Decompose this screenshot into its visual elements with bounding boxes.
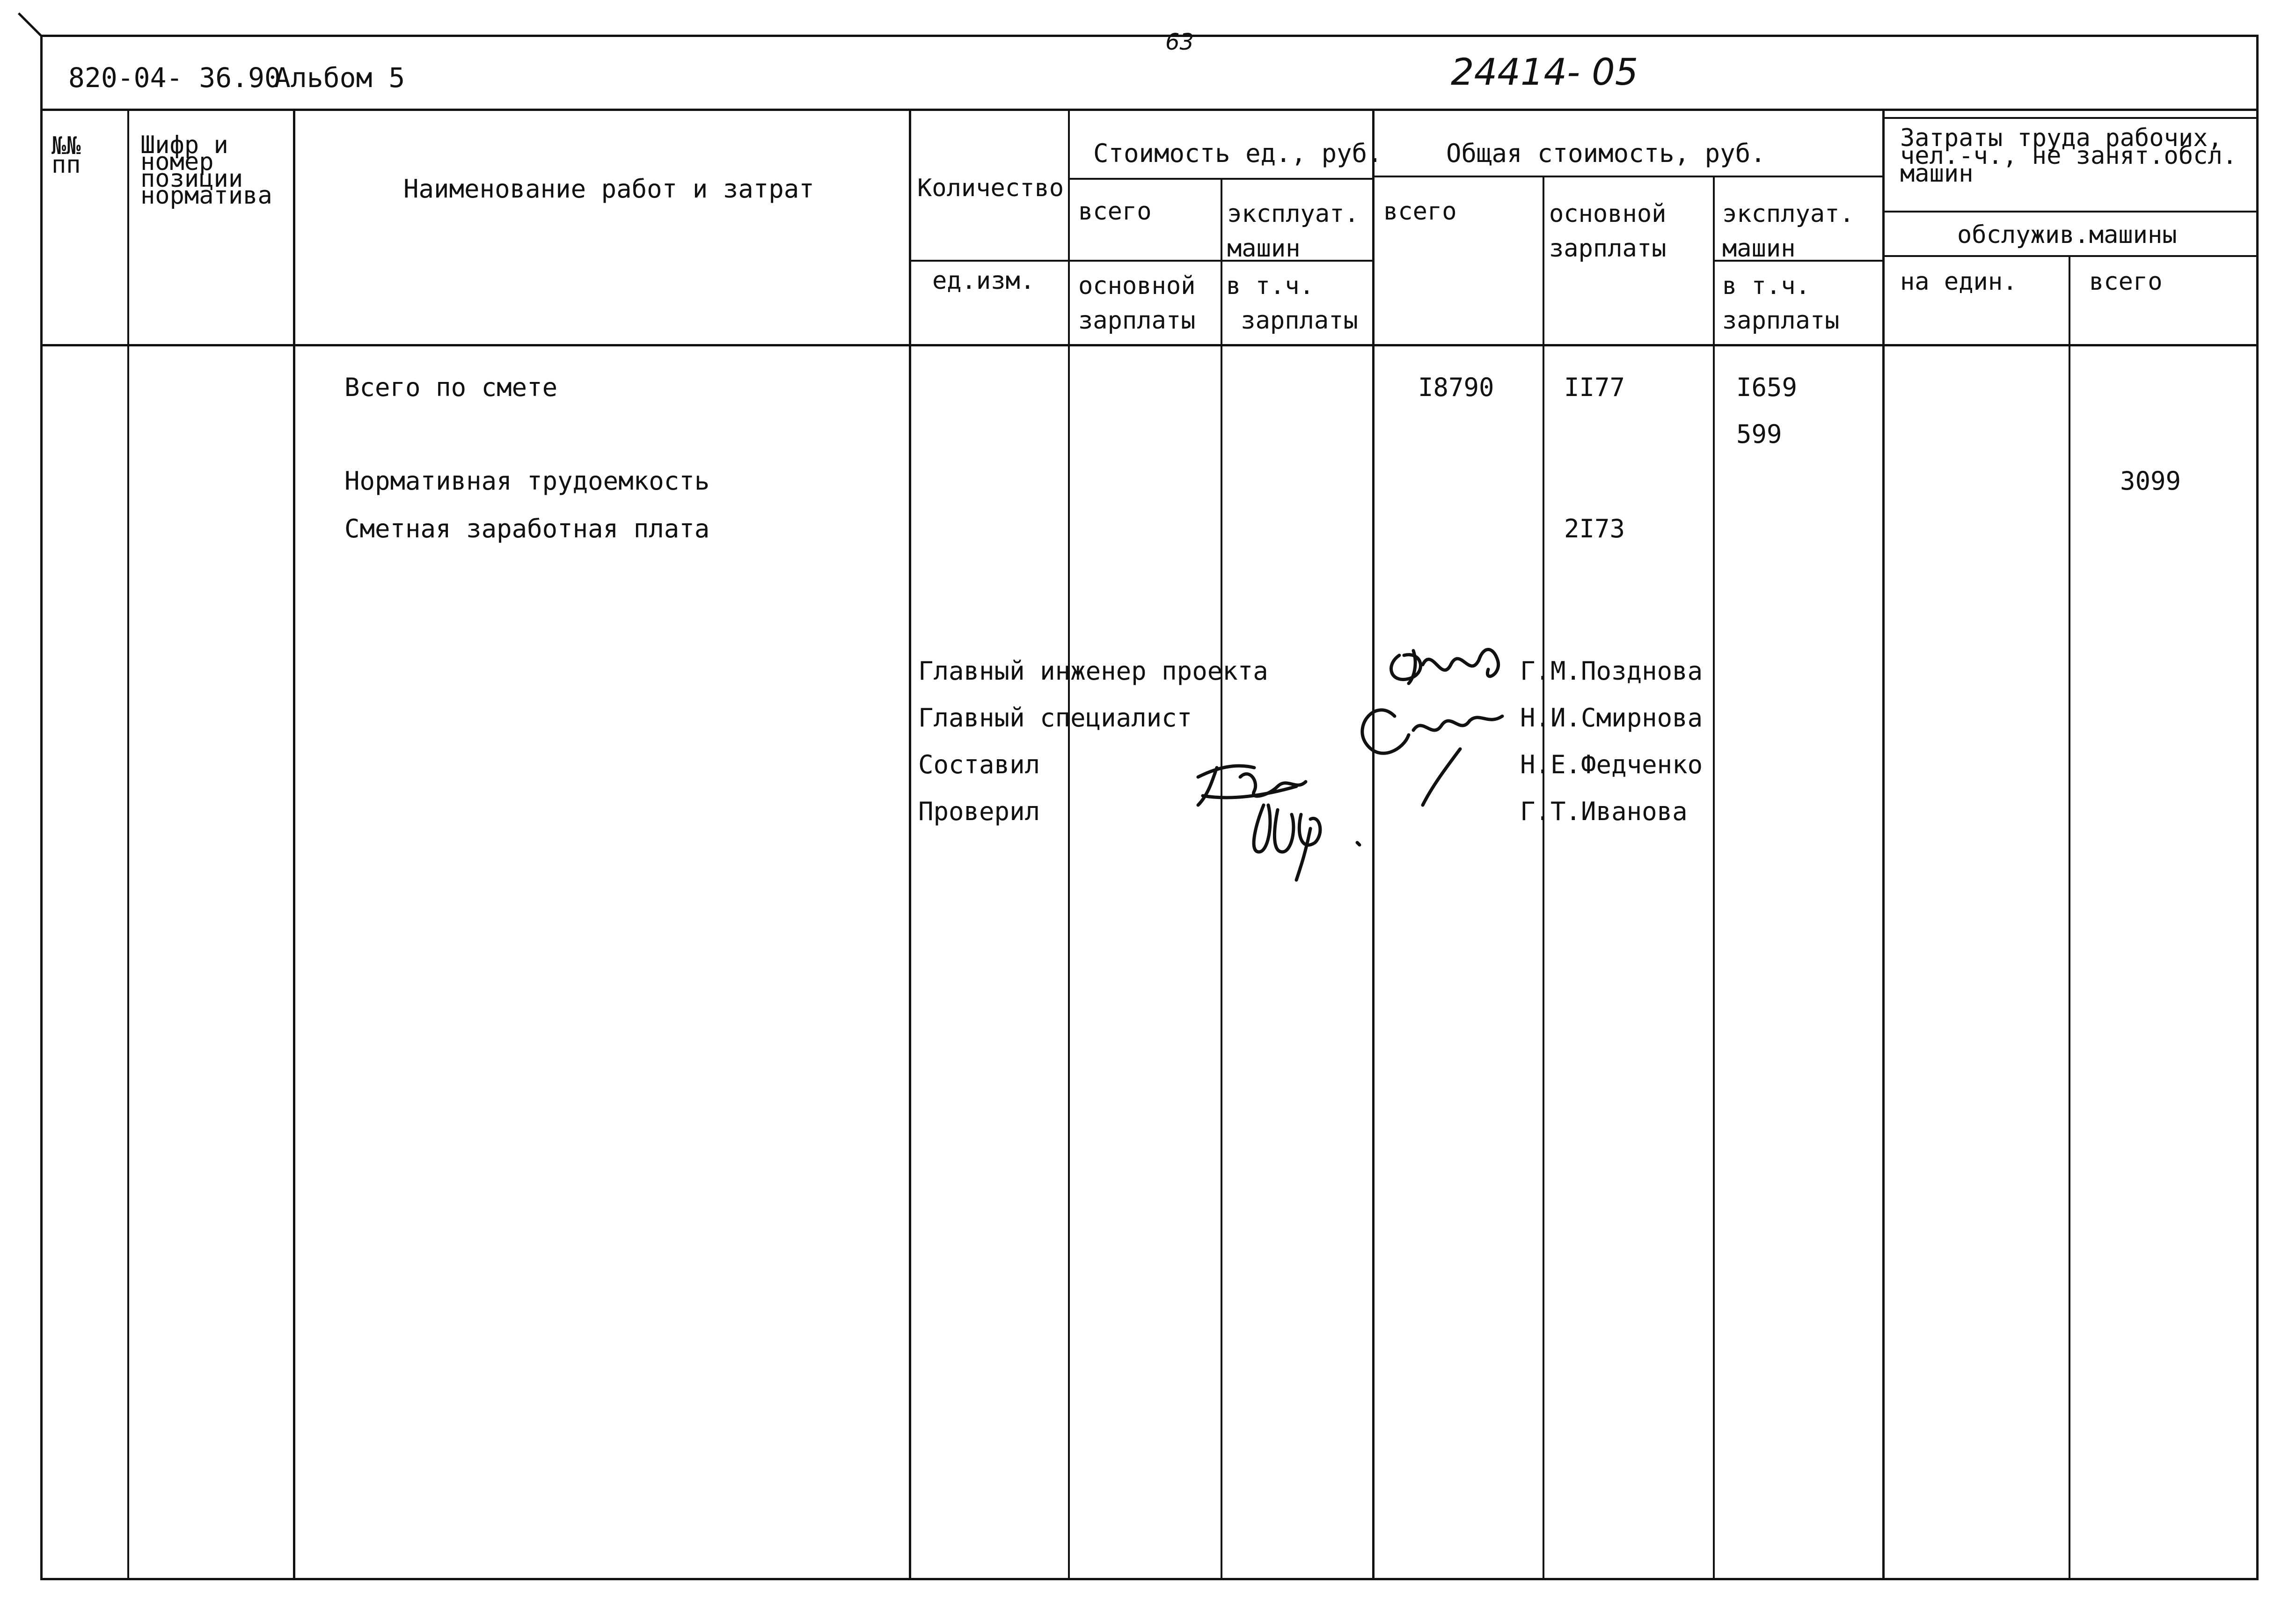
header-name: Наименование работ и затрат — [403, 174, 814, 204]
header-unit-cost: Стоимость ед., руб. — [1093, 139, 1382, 168]
row-total-wage: II77 — [1564, 373, 1625, 402]
header-total-total: всего — [1383, 198, 1457, 226]
header-labor-serv: обслужив.машины — [1957, 221, 2177, 249]
header-total-machine: эксплуат. машин — [1722, 200, 1854, 263]
signature-person-compiler: Н.Е.Федченко — [1520, 750, 1703, 779]
row-wage-value: 2I73 — [1564, 514, 1625, 543]
row-total-machine: I659 — [1736, 373, 1798, 402]
signature-role-checker: Проверил — [918, 797, 1040, 826]
signature-mark-1 — [1391, 650, 1499, 684]
header-total-incl: в т.ч. зарплаты — [1722, 272, 1840, 335]
header-unit-total: всего — [1078, 198, 1152, 226]
album-label: Альбом 5 — [274, 62, 405, 94]
header-unit-incl: в т.ч. зарплаты — [1226, 272, 1358, 335]
document-code: 820-04- 36.90 — [68, 62, 281, 94]
signature-mark-4 — [1254, 805, 1360, 880]
signature-person-chief-specialist: Н.И.Смирнова — [1520, 703, 1703, 733]
header-unit-wage: основной зарплаты — [1078, 272, 1196, 335]
signature-role-chief-engineer: Главный инженер проекта — [918, 656, 1268, 686]
header-total-wage: основной зарплаты — [1549, 200, 1667, 263]
header-labor-per-unit: на един. — [1900, 268, 2018, 296]
signature-person-checker: Г.Т.Иванова — [1520, 797, 1688, 826]
row-total-total: I8790 — [1418, 373, 1494, 402]
header-unit-machine: эксплуат. машин — [1227, 200, 1359, 263]
row-total-machine-wage: 599 — [1736, 419, 1782, 449]
signature-person-chief-engineer: Г.М.Позднова — [1520, 656, 1703, 686]
header-labor: Затраты труда рабочих, чел.-ч., не занят.обсл. машин — [1900, 124, 2238, 188]
signature-role-chief-specialist: Главный специалист — [918, 703, 1192, 733]
header-qty: Количество — [917, 174, 1064, 202]
signature-mark-2 — [1362, 710, 1502, 805]
header-total-cost: Общая стоимость, руб. — [1446, 139, 1766, 168]
header-unit: ед.изм. — [932, 267, 1035, 295]
row-labor-total: 3099 — [2120, 466, 2181, 496]
row-name-total: Всего по смете — [344, 373, 558, 402]
signature-mark-3 — [1198, 766, 1306, 805]
header-labor-total: всего — [2089, 268, 2163, 296]
signature-role-compiler: Составил — [918, 750, 1040, 779]
row-name-labor: Нормативная трудоемкость — [344, 466, 710, 496]
document-number: 24414- 05 — [1451, 51, 1638, 94]
page-number: 63 — [1165, 29, 1194, 55]
header-num: №№ пп — [51, 132, 81, 179]
header-code: Шифр и номер позиции норматива — [140, 131, 272, 210]
row-name-wage: Сметная заработная плата — [344, 514, 710, 543]
